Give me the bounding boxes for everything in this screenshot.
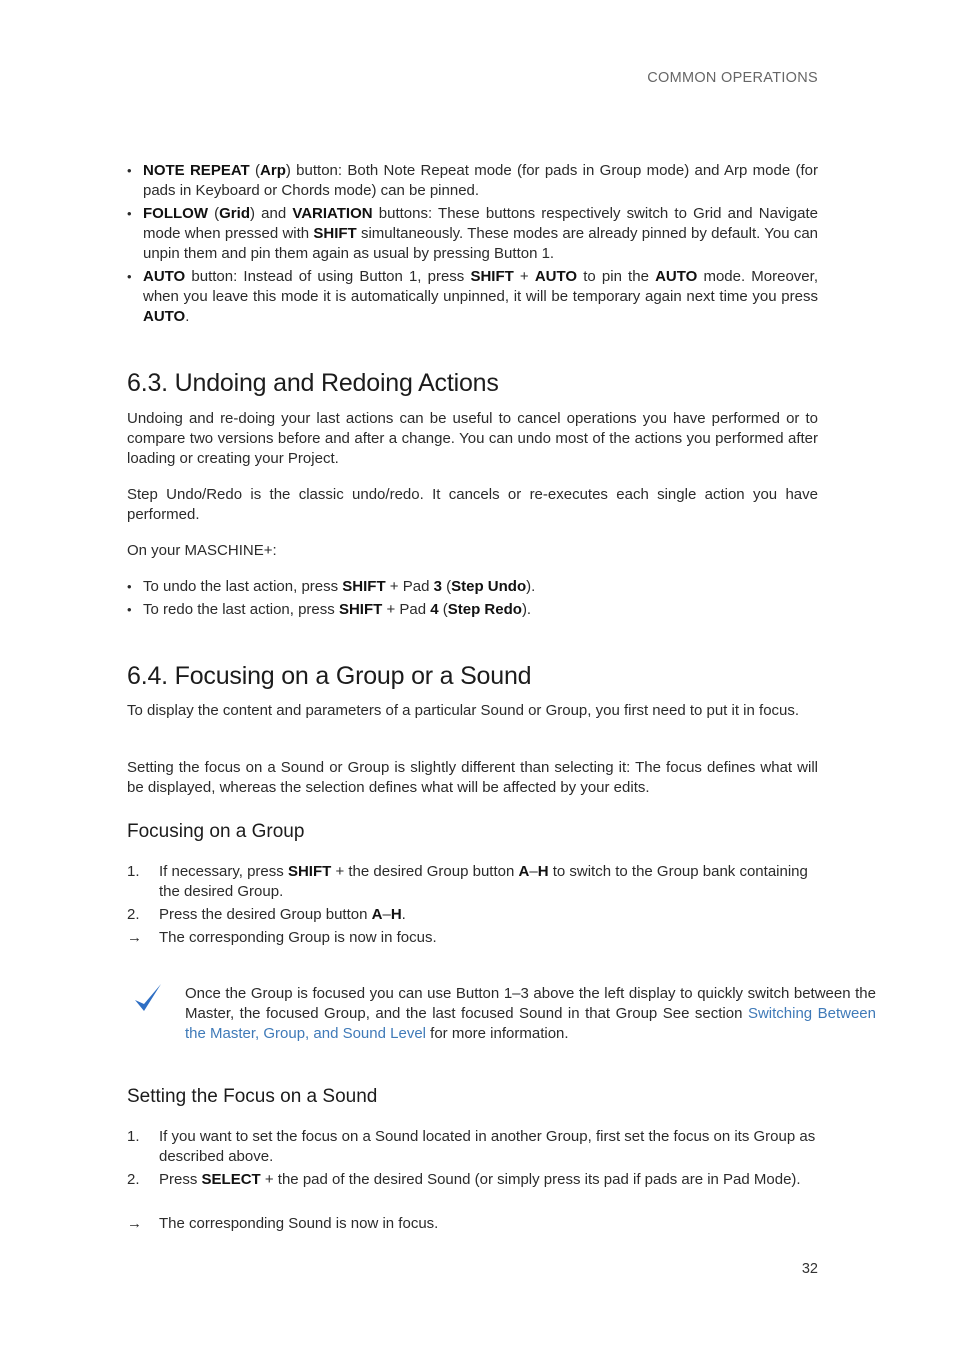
note-text: Once the Group is focused you can use Button 1–3 above the left display to quickly switch between the Master, the focused Group, and the last focused Sound in that Group See section Switching Between the Master, Group, and Sound Level for more information. xyxy=(185,985,876,1042)
list-item: • To undo the last action, press SHIFT + Pad 3 (Step Undo). xyxy=(127,577,818,597)
list-item: • FOLLOW (Grid) and VARIATION buttons: These buttons respectively switch to Grid and Navigate mode when pressed with SHIFT simultaneously. These modes are already pinned by default. You can unpin them and pin them again as usual by pressing Button 1. xyxy=(127,204,818,264)
paragraph: Undoing and re-doing your last actions can be useful to cancel operations you have performed or to compare two versions before and after a change. You can undo most of the actions you performed after loading or creating your Project. xyxy=(127,410,818,467)
section-heading-focusing: 6.4. Focusing on a Group or a Sound xyxy=(127,662,532,690)
intro-bullet-list xyxy=(127,161,818,330)
paragraph: Step Undo/Redo is the classic undo/redo. It cancels or re-executes each single action you have performed. xyxy=(127,486,818,523)
undo-redo-bullet-list xyxy=(127,577,818,623)
page-number: 32 xyxy=(801,1261,818,1277)
section-link[interactable]: Switching Between the Master, Group, and Sound Level xyxy=(185,1005,876,1042)
check-icon xyxy=(133,980,163,1020)
sound-result: → The corresponding Sound is now in focus. xyxy=(127,1215,439,1232)
group-steps-list xyxy=(127,862,818,928)
subheading-focus-sound: Setting the Focus on a Sound xyxy=(127,1086,378,1107)
page-header: COMMON OPERATIONS xyxy=(647,70,818,86)
paragraph: On your MASCHINE+: xyxy=(127,542,277,559)
arrow-icon: → xyxy=(127,1215,142,1232)
list-item: • NOTE REPEAT (Arp) button: Both Note Repeat mode (for pads in Group mode) and Arp mode (for pads in Keyboard or Chords mode) can be pinned. xyxy=(127,161,818,201)
sound-steps-list xyxy=(127,1127,818,1193)
list-item: 2. Press SELECT + the pad of the desired Sound (or simply press its pad if pads are in Pad Mode). xyxy=(127,1171,801,1188)
paragraph: Setting the focus on a Sound or Group is slightly different than selecting it: The focus defines what will be displayed, whereas the selection defines what will be affected by your edits. xyxy=(127,759,818,796)
list-item: • To redo the last action, press SHIFT + Pad 4 (Step Redo). xyxy=(127,600,818,620)
list-item: • AUTO button: Instead of using Button 1, press SHIFT + AUTO to pin the AUTO mode. Moreover, when you leave this mode it is automatically unpinned, it will be temporary again next time you press AUTO. xyxy=(127,267,818,327)
list-item: 1. If you want to set the focus on a Sound located in another Group, first set the focus on its Group as described above. xyxy=(127,1128,816,1165)
group-result: → The corresponding Group is now in focus. xyxy=(127,929,437,946)
tip-note xyxy=(127,984,876,1044)
list-item: 1. If necessary, press SHIFT + the desired Group button A–H to switch to the Group bank containing the desired Group. xyxy=(127,863,808,900)
paragraph: To display the content and parameters of a particular Sound or Group, you first need to put it in focus. xyxy=(127,702,800,719)
arrow-icon: → xyxy=(127,929,142,946)
section-heading-undo-redo: 6.3. Undoing and Redoing Actions xyxy=(127,369,499,397)
list-item: 2. Press the desired Group button A–H. xyxy=(127,906,406,923)
subheading-focusing-group: Focusing on a Group xyxy=(127,821,305,842)
